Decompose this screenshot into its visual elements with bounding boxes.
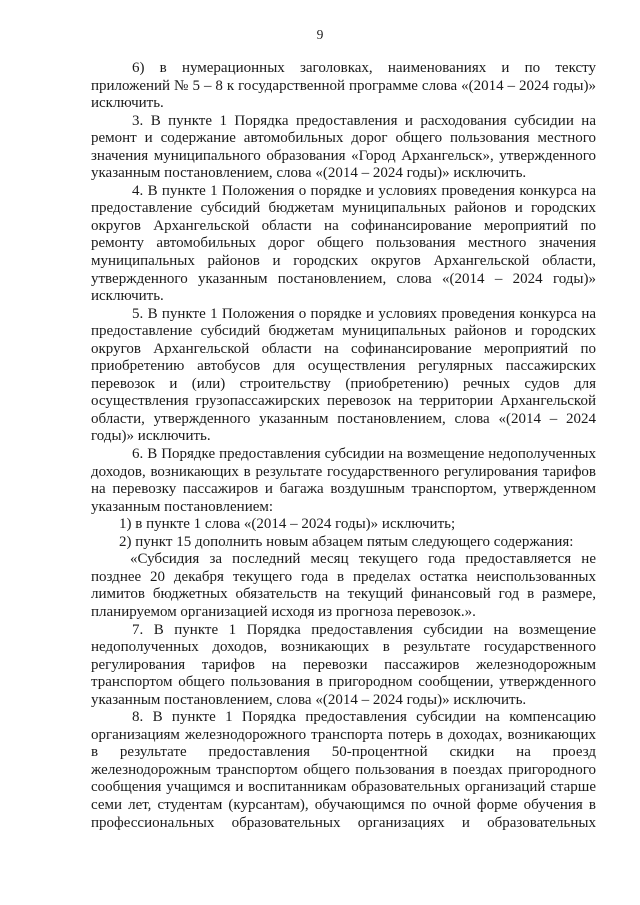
paragraph-6-air-transport: 6. В Порядке предоставления субсидии на возмещение недополученных доходов, возникающих в результате государственного регулирования тарифов на перевозку пассажиров и багажа воздушным транспортом, утвержденном указанным постановлением: [91,446,596,515]
page-number: 9 [316,27,324,42]
paragraph-4-road-contest: 4. В пункте 1 Положения о порядке и условиях проведения конкурса на предоставление субсидий бюджетам муниципальных районов и городских округов Архангельской области на софинансирование мероприятий по ремонту автомобильных дорог общего пользования местного значения муниципальных районов и городских округов Архангельской области, утвержденного указанным постановлением, слова «(2014 – 2024 годы)» исключить. [91,182,596,305]
paragraph-5-bus-contest: 5. В пункте 1 Положения о порядке и условиях проведения конкурса на предоставление субсидий бюджетам муниципальных районов и городских округов Архангельской области на софинансирование мероприятий по приобретению автобусов для осуществления регулярных пассажирских перевозок и (или) строительству (приобретению) речных судов для осуществления грузопассажирских перевозок на территории Архангельской области, утвержденного указанным постановлением, слова «(2014 – 2024 годы)» исключить. [91,305,596,445]
quoted-new-paragraph: «Субсидия за последний месяц текущего года предоставляется не позднее 20 декабря текущего года в пределах остатка неиспользованных лимитов бюджетных обязательств на текущий финансовый год в размере, планируемом организацией исходя из прогноза перевозок.». [91,551,596,620]
paragraph-6-subitem-1: 1) в пункте 1 слова «(2014 – 2024 годы)» исключить; [119,516,456,533]
paragraph-6-subitem-2: 2) пункт 15 дополнить новым абзацем пятым следующего содержания: [119,533,574,550]
document-body [91,60,596,832]
paragraph-3-road-subsidy: 3. В пункте 1 Порядка предоставления и расходования субсидии на ремонт и содержание автомобильных дорог общего пользования местного значения муниципального образования «Город Архангельск», утвержденного указанным постановлением, слова «(2014 – 2024 годы)» исключить. [91,112,596,182]
paragraph-7-rail-commuter: 7. В пункте 1 Порядка предоставления субсидии на возмещение недополученных доходов, возникающих в результате государственного регулирования тарифов на перевозки пассажиров железнодорожным транспортом общего пользования в пригородном сообщении, утвержденного указанным постановлением, слова «(2014 – 2024 годы)» исключить. [91,621,596,708]
paragraph-item-6-appendices: 6) в нумерационных заголовках, наименованиях и по тексту приложений № 5 – 8 к государственной программе слова «(2014 – 2024 годы)» исключить. [91,60,596,112]
paragraph-8-rail-discount: 8. В пункте 1 Порядка предоставления субсидии на компенсацию организациям железнодорожного транспорта потерь в доходах, возникающих в результате предоставления 50-процентной скидки на проезд железнодорожным транспортом общего пользования в поездах пригородного сообщения учащимся и воспитанникам образовательных организаций старше семи лет, студентам (курсантам), обучающимся по очной форме обучения в профессиональных образовательных организациях и образовательных [91,709,596,831]
